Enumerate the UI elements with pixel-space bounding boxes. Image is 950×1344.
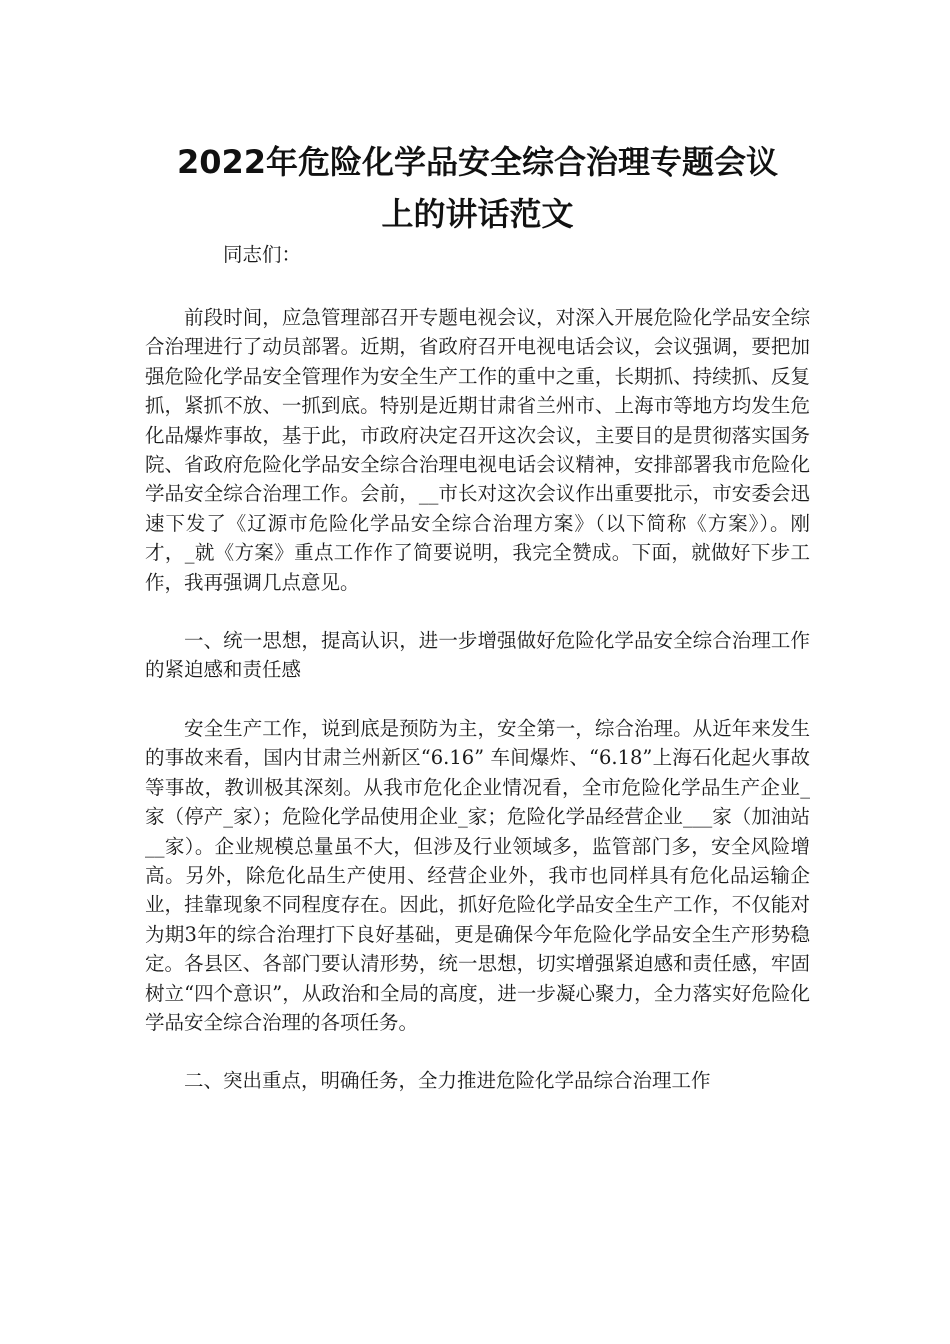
salutation: 同志们： (223, 243, 302, 266)
section-heading-1: 一、统一思想，提高认识，进一步增强做好危险化学品安全综合治理工作的紧迫感和责任感 (145, 629, 810, 682)
paragraph-section-1-body: 安全生产工作，说到底是预防为主，安全第一，综合治理。从近年来发生的事故来看，国内甘肃兰州新区“6.16” 车间爆炸、“6.18”上海石化起火事故等事故，教训极其深刻。从我市危化企业情况看，全市危险化学品生产企业_家（停产_家）；危险化学品使用企业_家；危险化学品经营企业___家（加油站__家）。企业规模总量虽不大，但涉及行业领域多，监管部门多，安全风险增高。另外，除危化品生产使用、经营企业外，我市也同样具有危化品运输企业，挂靠现象不同程度存在。因此，抓好危险化学品安全生产工作，不仅能对为期3年的综合治理打下良好基础，更是确保今年危险化学品安全生产形势稳定。各县区、各部门要认清形势，统一思想，切实增强紧迫感和责任感，牢固树立“四个意识”，从政治和全局的高度，进一步凝心聚力，全力落实好危险化学品安全综合治理的各项任务。 (145, 716, 810, 1034)
document-page (145, 136, 810, 1096)
title-line-1: 2022年危险化学品安全综合治理专题会议 (176, 143, 779, 181)
document-title (145, 136, 810, 240)
section-heading-2: 二、突出重点，明确任务，全力推进危险化学品综合治理工作 (184, 1069, 711, 1093)
paragraph-intro: 前段时间，应急管理部召开专题电视会议，对深入开展危险化学品安全综合治理进行了动员部署。近期，省政府召开电视电话会议，会议强调，要把加强危险化学品安全管理作为安全生产工作的重中之重，长期抓、持续抓、反复抓，紧抓不放、一抓到底。特别是近期甘肃省兰州市、上海市等地方均发生危化品爆炸事故，基于此，市政府决定召开这次会议，主要目的是贯彻落实国务院、省政府危险化学品安全综合治理电视电话会议精神，安排部署我市危险化学品安全综合治理工作。会前，__市长对这次会议作出重要批示，市安委会迅速下发了《辽源市危险化学品安全综合治理方案》（以下简称《方案》）。刚才，_就《方案》重点工作作了简要说明，我完全赞成。下面，就做好下步工作，我再强调几点意见。 (145, 306, 810, 594)
title-line-2: 上的讲话范文 (381, 195, 574, 233)
